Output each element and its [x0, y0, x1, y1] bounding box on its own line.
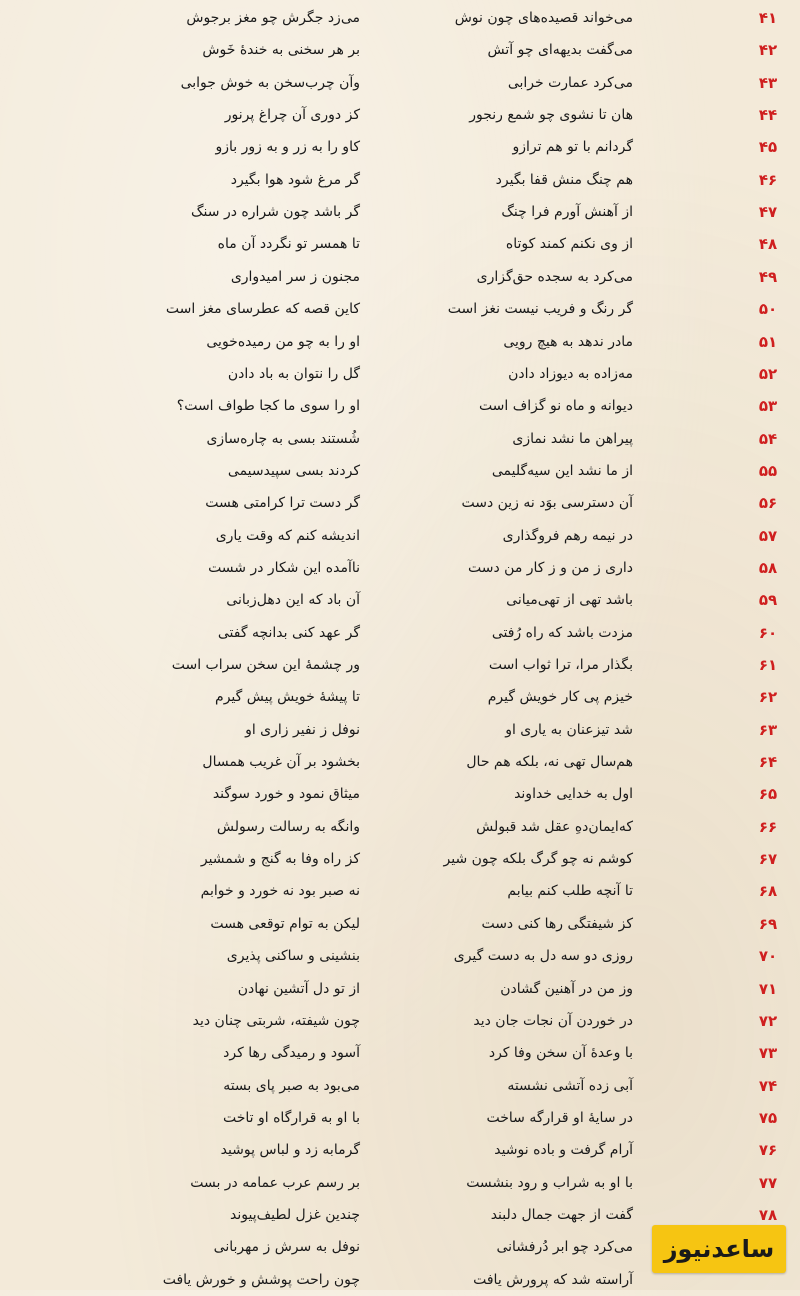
second-hemistich: دیوانه و ماه نو گزاف است: [478, 398, 633, 415]
first-hemistich: لیکن به توام توقعی هست: [210, 915, 360, 932]
first-hemistich: مجنون ز سر امیدواری: [230, 268, 360, 285]
verse-row: [0, 552, 800, 584]
verse-number: ۵۵: [758, 461, 778, 480]
verse-number: ۶۴: [758, 753, 778, 772]
verse-row: [0, 520, 800, 552]
second-hemistich: بگذار مرا، ترا ثواب است: [488, 657, 633, 673]
first-hemistich: بنشینی و ساکنی پذیری: [226, 948, 360, 965]
second-hemistich: پیراهن ما نشد نمازی: [512, 430, 633, 447]
verse-row: [0, 99, 800, 131]
second-hemistich: می‌گفت بدیهه‌ای چو آتش: [487, 42, 633, 59]
verse-row: [0, 1102, 800, 1134]
second-hemistich: می‌کرد چو ابر دُرفشانی: [496, 1239, 633, 1256]
site-logo-text: ساعدنیوز: [663, 1235, 775, 1263]
verse-row: [0, 228, 800, 260]
verse-number: ۶۶: [758, 817, 778, 836]
first-hemistich: شُستند بسی به چاره‌سازی: [206, 430, 360, 447]
verse-row: [0, 164, 800, 196]
verse-number: ۶۹: [758, 914, 778, 933]
verse-row: [0, 2, 800, 34]
first-hemistich: تا پیشهٔ خویش پیش گیرم: [215, 689, 360, 706]
first-hemistich: نوفل به سرش ز مهربانی: [213, 1239, 360, 1256]
first-hemistich: اندیشه کنم که وقت یاری: [215, 527, 360, 544]
first-hemistich: بخشود بر آن غریب همسال: [202, 754, 360, 771]
verse-number: ۵۶: [758, 494, 778, 513]
verse-number: ۶۰: [758, 623, 778, 642]
first-hemistich: از تو دل آتشین نهادن: [237, 980, 360, 997]
first-hemistich: چون شیفته، شربتی چنان دید: [192, 1012, 360, 1029]
verse-number: ۴۵: [758, 138, 778, 157]
verse-row: [0, 487, 800, 519]
first-hemistich: آسود و رمیدگی رها کرد: [223, 1045, 360, 1062]
first-hemistich: کاین قصه که عطرسای مغز است: [165, 301, 360, 318]
second-hemistich: باشد تهی از تهی‌میانی: [506, 592, 633, 609]
first-hemistich: بر رسم عرب عمامه در بست: [190, 1174, 360, 1191]
verse-number: ۴۲: [758, 41, 778, 60]
verse-row: [0, 714, 800, 746]
verse-number: ۵۹: [758, 591, 778, 610]
second-hemistich: می‌خواند قصیده‌های چون نوش: [454, 10, 633, 26]
verse-number: ۶۸: [758, 882, 778, 901]
first-hemistich: گر باشد چون شراره در سنگ: [191, 204, 360, 221]
first-hemistich: ناآمده این شکار در شست: [208, 559, 360, 576]
verse-number: ۵۱: [758, 332, 778, 351]
verse-row: [0, 875, 800, 907]
first-hemistich: او را سوی ما کجا طواف است؟: [176, 398, 360, 415]
second-hemistich: کز شیفتگی رها کنی دست: [481, 915, 633, 932]
verse-number: ۴۳: [758, 73, 778, 92]
verse-row: [0, 455, 800, 487]
second-hemistich: می‌کرد عمارت خرابی: [507, 74, 633, 91]
verse-number: ۷۶: [758, 1141, 778, 1160]
second-hemistich: در سایهٔ او قرارگه ساخت: [486, 1109, 633, 1126]
first-hemistich: وانگه به رسالت رسولش: [216, 818, 360, 835]
verse-number: ۴۶: [758, 170, 778, 189]
first-hemistich: آن باد که این دهل‌زبانی: [226, 592, 360, 609]
second-hemistich: هان تا نشوی چو شمع رنجور: [469, 107, 633, 124]
verse-row: [0, 358, 800, 390]
site-logo: [652, 1225, 786, 1273]
verse-number: ۶۵: [758, 785, 778, 804]
second-hemistich: شد تیزعنان به یاری او: [505, 721, 633, 738]
verse-row: [0, 973, 800, 1005]
first-hemistich: میثاق نمود و خورد سوگند: [212, 786, 360, 803]
verse-row: [0, 293, 800, 325]
verse-number: ۶۱: [758, 656, 778, 674]
second-hemistich: از وی نکنم کمند کوتاه: [505, 236, 633, 253]
first-hemistich: او را به چو من رمیده‌خویی: [206, 333, 360, 350]
verse-number: ۷۴: [758, 1076, 778, 1095]
verse-number: ۶۲: [758, 688, 778, 707]
verse-row: [0, 326, 800, 358]
verse-row: [0, 1070, 800, 1102]
verse-row: [0, 67, 800, 99]
second-hemistich: وز من در آهنین گشادن: [500, 980, 633, 997]
verse-row: [0, 1167, 800, 1199]
second-hemistich: می‌کرد به سجده حق‌گزاری: [476, 268, 633, 285]
second-hemistich: داری ز من و ز کار من دست: [468, 559, 633, 576]
verse-number: ۶۳: [758, 720, 778, 739]
second-hemistich: هم چنگ منش قفا بگیرد: [495, 171, 633, 188]
verse-row: [0, 617, 800, 649]
verse-number: ۵۲: [758, 364, 778, 383]
second-hemistich: با وعدهٔ آن سخن وفا کرد: [488, 1045, 633, 1062]
first-hemistich: بر هر سخنی به خندهٔ خَوش: [202, 42, 360, 59]
first-hemistich: می‌بود به صبر پای بسته: [223, 1077, 360, 1094]
verse-number: ۷۲: [758, 1011, 778, 1030]
second-hemistich: روزی دو سه دل به دست گیری: [453, 948, 633, 965]
first-hemistich: چندین غزل لطیف‌پیوند: [230, 1206, 360, 1223]
first-hemistich: ور چشمهٔ این سخن سراب است: [171, 657, 360, 673]
verse-number: ۷۱: [758, 979, 778, 998]
verse-number: ۷۷: [758, 1173, 778, 1192]
first-hemistich: کز دوری آن چراغ پرنور: [224, 107, 360, 124]
verse-number: ۴۴: [758, 106, 778, 125]
second-hemistich: آرام گرفت و باده نوشید: [494, 1142, 633, 1159]
first-hemistich: می‌زد جگرش چو مغز برجوش: [186, 10, 360, 26]
verse-number: ۷۰: [758, 947, 778, 966]
second-hemistich: مادر ندهد به هیچ رویی: [503, 333, 633, 350]
second-hemistich: در خوردن آن نجات جان دید: [473, 1012, 633, 1029]
second-hemistich: مزدت باشد که راه رُفتی: [491, 624, 633, 641]
verse-number: ۵۰: [758, 300, 778, 319]
verse-row: [0, 1005, 800, 1037]
verse-row: [0, 1037, 800, 1069]
first-hemistich: گل را نتوان به باد دادن: [227, 365, 360, 382]
second-hemistich: خیزم پی کار خویش گیرم: [487, 689, 633, 706]
verse-row: [0, 390, 800, 422]
first-hemistich: تا همسر تو نگردد آن ماه: [217, 236, 360, 253]
verse-row: [0, 843, 800, 875]
verse-row: [0, 649, 800, 681]
first-hemistich: نه صبر بود نه خورد و خوابم: [200, 883, 360, 900]
second-hemistich: هم‌سال تهی نه، بلکه هم حال: [466, 754, 633, 771]
first-hemistich: کردند بسی سپیدسیمی: [227, 462, 360, 479]
second-hemistich: با او به شراب و رود بنشست: [466, 1174, 633, 1191]
first-hemistich: با او به قرارگاه او تاخت: [222, 1109, 360, 1126]
first-hemistich: کز راه وفا به گنج و شمشیر: [200, 851, 360, 868]
second-hemistich: در نیمه رهم فروگذاری: [502, 527, 633, 544]
verse-row: [0, 423, 800, 455]
first-hemistich: گر عهد کنی بدانچه گفتی: [217, 624, 360, 641]
verse-number: ۵۳: [758, 397, 778, 416]
first-hemistich: نوفل ز نفیر زاری او: [245, 721, 360, 738]
second-hemistich: آن دسترسی بوَد نه زین دست: [461, 495, 633, 512]
verse-row: [0, 131, 800, 163]
second-hemistich: مه‌زاده به دیوزاد دادن: [508, 365, 633, 382]
verse-number: ۴۹: [758, 267, 778, 286]
verse-row: [0, 778, 800, 810]
verse-row: [0, 940, 800, 972]
verse-number: ۴۸: [758, 235, 778, 254]
verse-row: [0, 1134, 800, 1166]
verse-number: ۶۷: [758, 850, 778, 869]
verse-number: ۷۵: [758, 1108, 778, 1127]
second-hemistich: گفت از جهت جمال دلبند: [490, 1206, 633, 1223]
first-hemistich: گرمابه زد و لباس پوشید: [220, 1142, 360, 1159]
verse-number: ۴۷: [758, 203, 778, 222]
second-hemistich: از ما نشد این سیه‌گلیمی: [491, 462, 633, 479]
verse-row: [0, 811, 800, 843]
verse-number: ۵۴: [758, 429, 778, 448]
second-hemistich: که‌ایمان‌دهِ عقل شد قبولش: [476, 818, 633, 835]
first-hemistich: وآن چرب‌سخن به خوش جوابی: [180, 74, 360, 91]
first-hemistich: کاو را به زر و به زور بازو: [215, 139, 360, 156]
first-hemistich: گر دست ترا کرامتی هست: [205, 495, 360, 512]
verse-row: [0, 261, 800, 293]
second-hemistich: اول به خدایی خداوند: [514, 786, 633, 803]
second-hemistich: تا آنچه طلب کنم بیابم: [507, 883, 633, 900]
verse-number: ۵۷: [758, 526, 778, 545]
verse-row: [0, 908, 800, 940]
verse-row: [0, 746, 800, 778]
first-hemistich: گر مرغ شود هوا بگیرد: [230, 171, 360, 188]
verse-row: [0, 584, 800, 616]
verse-number: ۴۱: [758, 9, 778, 27]
verse-number: ۷۳: [758, 1044, 778, 1063]
verse-row: [0, 34, 800, 66]
second-hemistich: کوشم نه چو گرگ بلکه چون شیر: [443, 851, 633, 868]
verse-row: [0, 196, 800, 228]
second-hemistich: گردانم با تو هم ترازو: [512, 139, 633, 156]
verse-number: ۵۸: [758, 558, 778, 577]
second-hemistich: از آهنش آورم فرا چنگ: [501, 204, 633, 221]
second-hemistich: آراسته شد که پرورش یافت: [473, 1271, 633, 1288]
second-hemistich: گر رنگ و فریب نیست نغز است: [447, 301, 633, 318]
verse-number: ۷۸: [758, 1205, 778, 1224]
verse-row: [0, 681, 800, 713]
second-hemistich: آبی زده آتشی نشسته: [507, 1077, 633, 1094]
first-hemistich: چون راحت پوشش و خورش یافت: [162, 1271, 360, 1288]
